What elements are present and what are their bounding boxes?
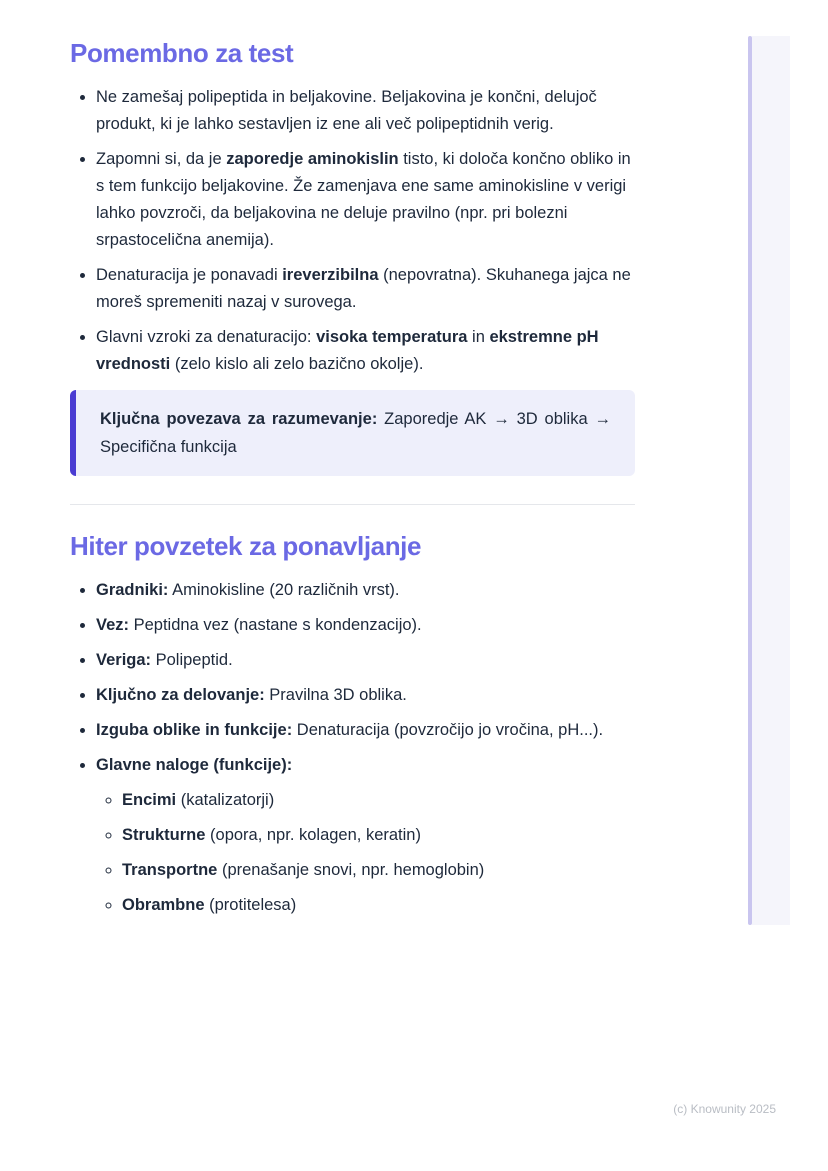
list-item: [96, 682, 635, 709]
list-item: [96, 717, 635, 744]
list-item: [96, 752, 635, 919]
right-edge-panel: [752, 36, 790, 925]
section-summary: [70, 531, 635, 919]
sub-list-item: [122, 822, 635, 849]
text-segment: Encimi: [122, 791, 177, 809]
text-segment: Vez:: [96, 616, 130, 634]
text-segment: Glavne naloge (funkcije):: [96, 756, 293, 774]
copyright-footer: (c) Knowunity 2025: [673, 1102, 776, 1116]
list-item: [96, 324, 635, 378]
text-segment: zaporedje aminokislin: [226, 150, 399, 168]
text-segment: Zapomni si, da je: [96, 150, 227, 168]
sub-list-item: [122, 857, 635, 884]
list-item: [96, 577, 635, 604]
text-segment: Aminokisline (20 različnih vrst).: [168, 581, 400, 599]
text-segment: Pravilna 3D oblika.: [264, 686, 407, 704]
text-segment: ireverzibilna: [282, 266, 379, 284]
text-segment: (protitelesa): [204, 896, 297, 914]
text-segment: ekstremne pH vrednosti: [96, 328, 599, 373]
text-segment: visoka temperatura: [316, 328, 468, 346]
section-title-hiter-povzetek: Hiter povzetek za ponavljanje: [70, 531, 422, 561]
key-takeaway-callout: [70, 390, 635, 476]
list-item: [96, 84, 635, 138]
summary-bullet-list: [70, 577, 635, 919]
text-segment: tisto, ki določa končno obliko in s tem funkcijo beljakovine. Že zamenjava ene same aminokisline v verigi lahko povzroči, da beljakovina ne deluje pravilno (npr. pri bolezni srpastocelična anemija).: [96, 150, 631, 249]
document-page: [70, 38, 635, 927]
section-divider: [70, 504, 635, 505]
text-segment: Strukturne: [122, 826, 206, 844]
text-segment: (katalizatorji): [176, 791, 275, 809]
list-item: [96, 612, 635, 639]
section-important: [70, 38, 635, 476]
section-title-pomembno-za-test: Pomembno za test: [70, 38, 294, 68]
right-edge-accent-bar: [748, 36, 752, 925]
text-segment: Ključno za delovanje:: [96, 686, 265, 704]
text-segment: Gradniki:: [96, 581, 169, 599]
list-item: [96, 146, 635, 254]
text-segment: Izguba oblike in funkcije:: [96, 721, 293, 739]
callout-body-text: Zaporedje AK → 3D oblika → Specifična funkcija: [100, 410, 611, 456]
text-segment: Veriga:: [96, 651, 152, 669]
text-segment: (opora, npr. kolagen, keratin): [205, 826, 421, 844]
sub-list-item: [122, 892, 635, 919]
callout-lead-text: Ključna povezava za razumevanje:: [100, 410, 378, 428]
text-segment: Peptidna vez (nastane s kondenzacijo).: [129, 616, 422, 634]
text-segment: (prenašanje snovi, npr. hemoglobin): [217, 861, 485, 879]
sub-list: [96, 787, 635, 919]
text-segment: (zelo kislo ali zelo bazično okolje).: [170, 355, 424, 373]
text-segment: Denaturacija (povzročijo jo vročina, pH...).: [292, 721, 604, 739]
list-item: [96, 647, 635, 674]
text-segment: Denaturacija je ponavadi: [96, 266, 283, 284]
text-segment: Glavni vzroki za denaturacijo:: [96, 328, 317, 346]
text-segment: Ne zamešaj polipeptida in beljakovine. Beljakovina je končni, delujoč produkt, ki je lahko sestavljen iz ene ali več polipeptidnih verig.: [96, 88, 597, 133]
list-item: [96, 262, 635, 316]
text-segment: (nepovratna). Skuhanega jajca ne moreš spremeniti nazaj v surovega.: [96, 266, 631, 311]
text-segment: Transportne: [122, 861, 218, 879]
text-segment: in: [467, 328, 490, 346]
sub-list-item: [122, 787, 635, 814]
important-bullet-list: [70, 84, 635, 378]
text-segment: Obrambne: [122, 896, 205, 914]
text-segment: Polipeptid.: [151, 651, 233, 669]
